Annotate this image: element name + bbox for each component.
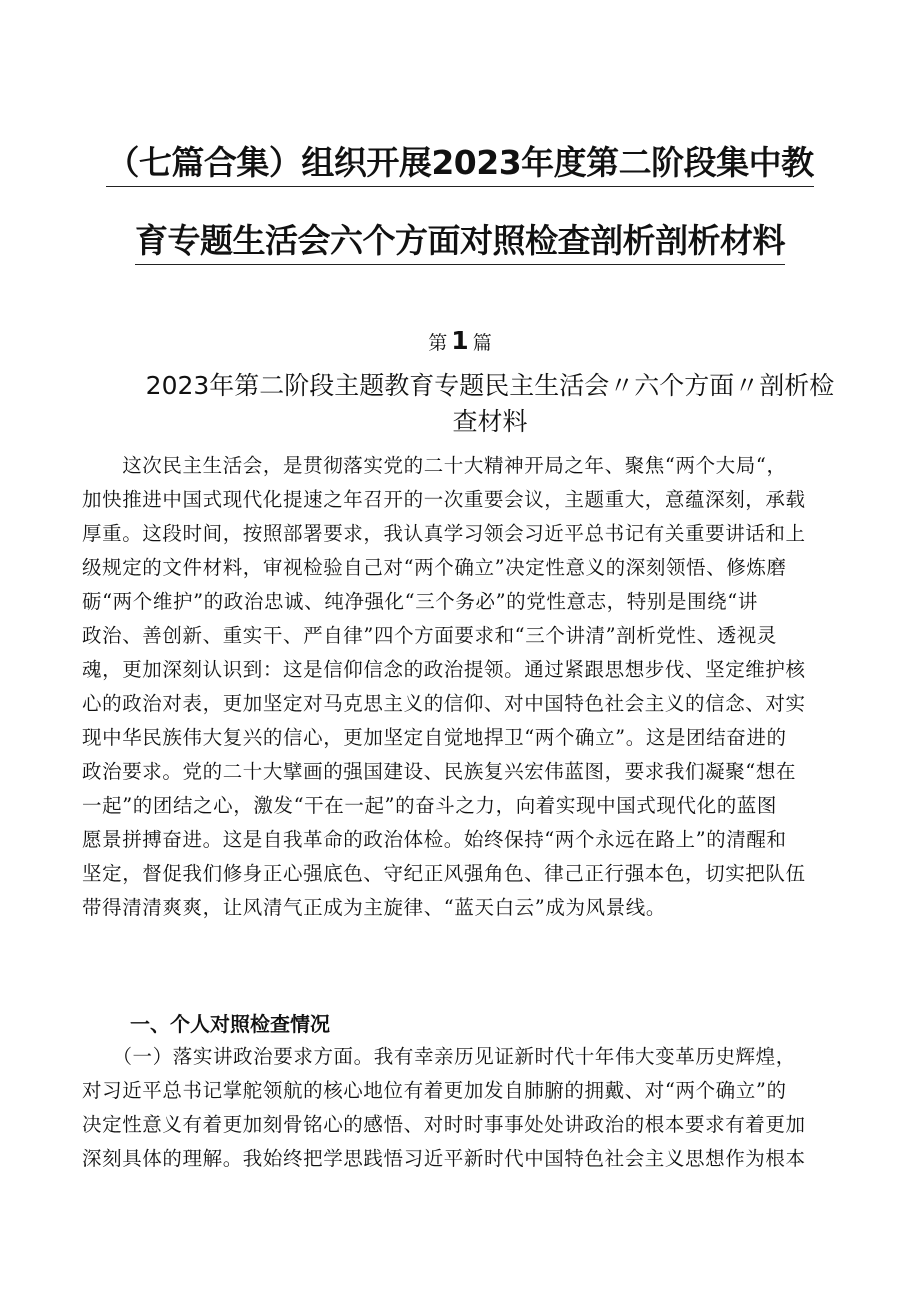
sub-title-line-1: 2023年第二阶段主题教育专题民主生活会〃六个方面〃剖析检 — [145, 371, 835, 400]
paragraph-line: 坚定，督促我们修身正心强底色、守纪正风强角色、律己正行强本色，切实把队伍 — [82, 862, 806, 885]
paragraph-line: 厚重。这段时间，按照部署要求，我认真学习领会习近平总书记有关重要讲话和上 — [82, 522, 806, 545]
main-title-text-2: 育专题生活会六个方面对照检查剖析剖析材料 — [135, 221, 785, 265]
section-1-paragraph-1 — [82, 1040, 854, 1176]
main-title-line-1 — [90, 143, 830, 183]
paragraph-line: 砺“两个维护”的政治忠诚、纯净强化“三个务必”的党性意志，特别是围绕“讲 — [82, 590, 758, 613]
piece-label — [0, 327, 920, 357]
paragraph-line: 对习近平总书记掌舵领航的核心地位有着更加发自肺腑的拥戴、对“两个确立”的 — [82, 1079, 787, 1102]
sub-title-line-2: 查材料 — [452, 407, 528, 436]
paragraph-line: 心的政治对表，更加坚定对马克思主义的信仰、对中国特色社会主义的信念、对实 — [82, 692, 806, 715]
paragraph-line: 政治要求。党的二十大擘画的强国建设、民族复兴宏伟蓝图，要求我们凝聚“想在 — [82, 760, 797, 783]
paragraph-line: 一起”的团结之心，激发“干在一起”的奋斗之力，向着实现中国式现代化的蓝图 — [82, 794, 778, 817]
piece-number: 1 — [451, 326, 469, 355]
intro-paragraph — [82, 449, 854, 925]
paragraph-line: 这次民主生活会，是贯彻落实党的二十大精神开局之年、聚焦“两个大局“， — [82, 454, 787, 477]
paragraph-line: 魂，更加深刻认识到：这是信仰信念的政治提领。通过紧跟思想步伐、坚定维护核 — [82, 658, 806, 681]
paragraph-line: 决定性意义有着更加刻骨铭心的感悟、对时时事事处处讲政治的根本要求有着更加 — [82, 1113, 806, 1136]
section-heading-1: 一、个人对照检查情况 — [130, 1012, 330, 1036]
sub-title — [100, 368, 880, 440]
paragraph-line: 现中华民族伟大复兴的信心，更加坚定自觉地捍卫“两个确立”。这是团结奋进的 — [82, 726, 787, 749]
main-title-line-2 — [90, 221, 830, 261]
piece-suffix: 篇 — [472, 332, 492, 354]
paragraph-line: 深刻具体的理解。我始终把学思践悟习近平新时代中国特色社会主义思想作为根本 — [82, 1147, 806, 1170]
main-title-text-1: （七篇合集）组织开展2023年度第二阶段集中教 — [106, 143, 813, 187]
paragraph-line: （一）落实讲政治要求方面。我有幸亲历见证新时代十年伟大变革历史辉煌， — [82, 1045, 796, 1068]
paragraph-line: 级规定的文件材料，审视检验自己对“两个确立”决定性意义的深刻领悟、修炼磨 — [82, 556, 787, 579]
paragraph-line: 加快推进中国式现代化提速之年召开的一次重要会议，主题重大，意蕴深刻，承载 — [82, 488, 806, 511]
piece-prefix: 第 — [428, 332, 448, 354]
paragraph-line: 带得清清爽爽，让风清气正成为主旋律、“蓝天白云”成为风景线。 — [82, 896, 666, 919]
paragraph-line: 愿景拼搏奋进。这是自我革命的政治体检。始终保持“两个永远在路上”的清醒和 — [82, 828, 787, 851]
paragraph-line: 政治、善创新、重实干、严自律”四个方面要求和“三个讲清”剖析党性、透视灵 — [82, 624, 778, 647]
